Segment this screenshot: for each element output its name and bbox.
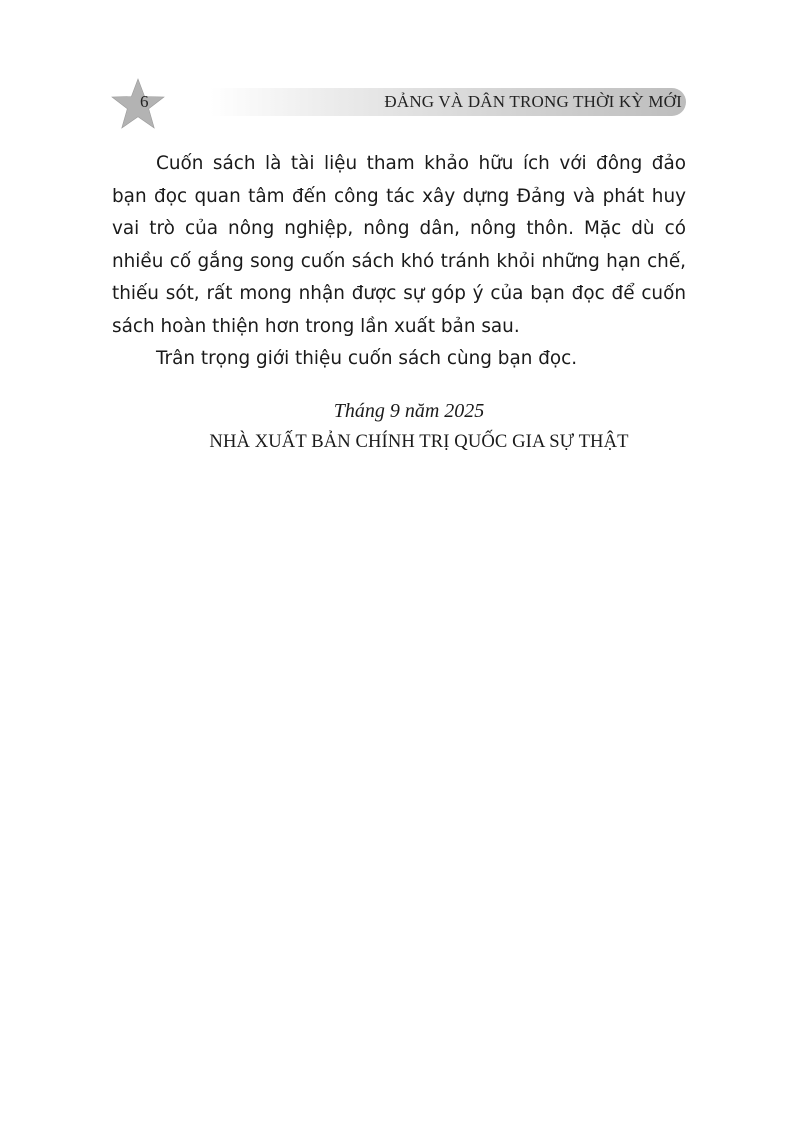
running-title: ĐẢNG VÀ DÂN TRONG THỜI KỲ MỚI — [384, 92, 682, 111]
publisher-name: NHÀ XUẤT BẢN CHÍNH TRỊ QUỐC GIA SỰ THẬT — [209, 431, 629, 452]
paragraph: Trân trọng giới thiệu cuốn sách cùng bạn đọc. — [156, 348, 578, 369]
page-number: 6 — [140, 92, 149, 111]
star-icon — [110, 78, 166, 130]
signature-block — [112, 395, 686, 457]
signature-date: Tháng 9 năm 2025 — [333, 400, 485, 422]
body-text — [112, 148, 686, 376]
running-header — [110, 78, 690, 130]
paragraph: Cuốn sách là tài liệu tham khảo hữu ích với đông đảo bạn đọc quan tâm đến công tác xây dựng Đảng và phát huy vai trò của nông nghiệp, nông dân, nông thôn. Mặc dù có nhiều cố gắng song cuốn sách khó tránh khỏi những hạn chế, thiếu sót, rất mong nhận được sự góp ý của bạn đọc để cuốn sách hoàn thiện hơn trong lần xuất bản sau. — [112, 153, 686, 337]
